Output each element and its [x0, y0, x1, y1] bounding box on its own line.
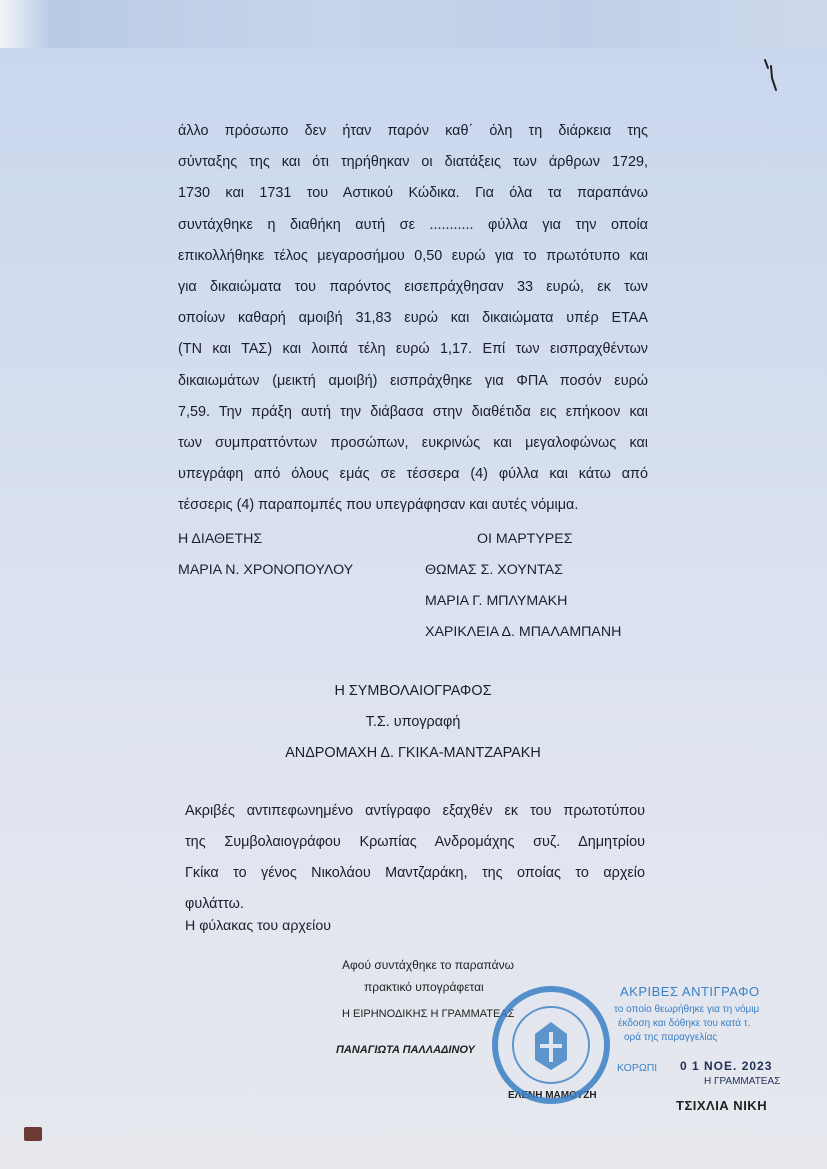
secretary-label: Η ΓΡΑΜΜΑΤΕΑΣ [704, 1076, 781, 1087]
copy-line: φυλάττω. [185, 896, 244, 912]
body-line: 7,59. Την πράξη αυτή την διάβασα στην διαθέτιδα εις επήκοον και [178, 403, 648, 420]
will-body-text [178, 116, 648, 522]
body-line: οποίων καθαρή αμοιβή 31,83 ευρώ και δικαιώματα υπέρ ΕΤΑΑ [178, 310, 648, 327]
official-seal-icon [490, 984, 612, 1106]
stamp-date: 0 1 ΝΟΕ. 2023 [680, 1059, 773, 1073]
archive-keeper-label: Η φύλακας του αρχείου [185, 918, 331, 934]
testator-label: Η ΔΙΑΘΕΤΗΣ [178, 531, 263, 547]
margin-mark-icon [762, 56, 782, 96]
body-line: για δικαιώματα του παρόντος εισεπράχθησαν 33 ευρώ, εκ των [178, 279, 648, 296]
body-line: (ΤΝ και ΤΑΣ) και λοιπά τέλη ευρώ 1,17. Επί των εισπραχθέντων [178, 341, 648, 358]
body-line: υπεγράφη από όλους εμάς σε τέσσερα (4) φύλλα και κάτω από [178, 466, 648, 483]
witness-name: ΧΑΡΙΚΛΕΙΑ Δ. ΜΠΑΛΑΜΠΑΝΗ [425, 624, 622, 640]
true-copy-statement [185, 796, 645, 920]
notary-name: ΑΝΔΡΟΜΑΧΗ Δ. ΓΚΙΚΑ-ΜΑΝΤΖΑΡΑΚΗ [285, 745, 541, 761]
scanner-top-band [0, 0, 827, 48]
body-line: άλλο πρόσωπο δεν ήταν παρόν καθ΄ όλη τη διάρκεια της [178, 123, 648, 139]
witness-name: ΘΩΜΑΣ Σ. ΧΟΥΝΤΑΣ [425, 562, 563, 578]
witnesses-label: ΟΙ ΜΑΡΤΥΡΕΣ [477, 531, 573, 547]
testator-name: ΜΑΡΙΑ Ν. ΧΡΟΝΟΠΟΥΛΟΥ [178, 562, 354, 578]
court-stamp-line: Αφού συντάχθηκε το παραπάνω [342, 958, 514, 972]
copy-line: της Συμβολαιογράφου Κρωπίας Ανδρομάχης συζ. Δημητρίου [185, 834, 645, 850]
true-copy-stamp-title: ΑΚΡΙΒΕΣ ΑΝΤΙΓΡΑΦΟ [620, 984, 760, 999]
true-copy-stamp-line: έκδοση και δόθηκε του κατά τ. [618, 1018, 751, 1029]
copy-line: Ακριβές αντιπεφωνημένο αντίγραφο εξαχθέν εκ του πρωτοτύπου [185, 803, 645, 819]
notary-title: Η ΣΥΜΒΟΛΑΙΟΓΡΑΦΟΣ [334, 683, 492, 699]
body-line: δικαιωμάτων (μεικτή αμοιβή) εισπράχθηκε για ΦΠΑ ποσόν ευρώ [178, 372, 648, 389]
notary-signature-note: Τ.Σ. υπογραφή [365, 714, 461, 730]
body-line: 1730 και 1731 του Αστικού Κώδικα. Για όλα τα παραπάνω [178, 185, 648, 202]
true-copy-stamp-line: ορά της παραγγελίας [624, 1032, 718, 1043]
body-line: των συμπραττόντων προσώπων, ευκρινώς και μεγαλοφώνως και [178, 435, 648, 452]
court-stamp-roles: Η ΕΙΡΗΝΟΔΙΚΗΣ Η ΓΡΑΜΜΑΤΕΑΣ [342, 1008, 515, 1020]
body-line: επικολλήθηκε τέλος μεγαροσήμου 0,50 ευρώ για το πρωτότυπο και [178, 247, 648, 264]
secretary-name: ΤΣΙΧΛΙΑ ΝΙΚΗ [676, 1098, 768, 1113]
court-stamp-line: πρακτικό υπογράφεται [364, 980, 484, 994]
body-line: σύνταξης της και ότι τηρήθηκαν οι διατάξεις των άρθρων 1729, [178, 154, 648, 171]
true-copy-stamp-line: το οποίο θεωρήθηκε για τη νόμιμ [614, 1004, 760, 1015]
judge-name-stamp: ΠΑΝΑΓΙΩΤΑ ΠΑΛΛΑΔΙΝΟΥ [336, 1044, 475, 1056]
body-line: τέσσερις (4) παραπομπές που υπεγράφησαν και αυτές νόμιμα. [178, 497, 579, 514]
body-line: συντάχθηκε η διαθήκη αυτή σε ........... φύλλα για την οποία [178, 216, 648, 233]
clerk-name-stamp: ΕΛΕΝΗ ΜΑΜΟΥΖΗ [508, 1090, 597, 1101]
stamp-place: ΚΟΡΩΠΙ [617, 1062, 658, 1074]
copy-line: Γκίκα το γένος Νικολάου Μαντζαράκη, της οποίας το αρχείο [185, 865, 645, 881]
scan-corner-mark [24, 1127, 42, 1141]
witness-name: ΜΑΡΙΑ Γ. ΜΠΛΥΜΑΚΗ [425, 593, 568, 609]
